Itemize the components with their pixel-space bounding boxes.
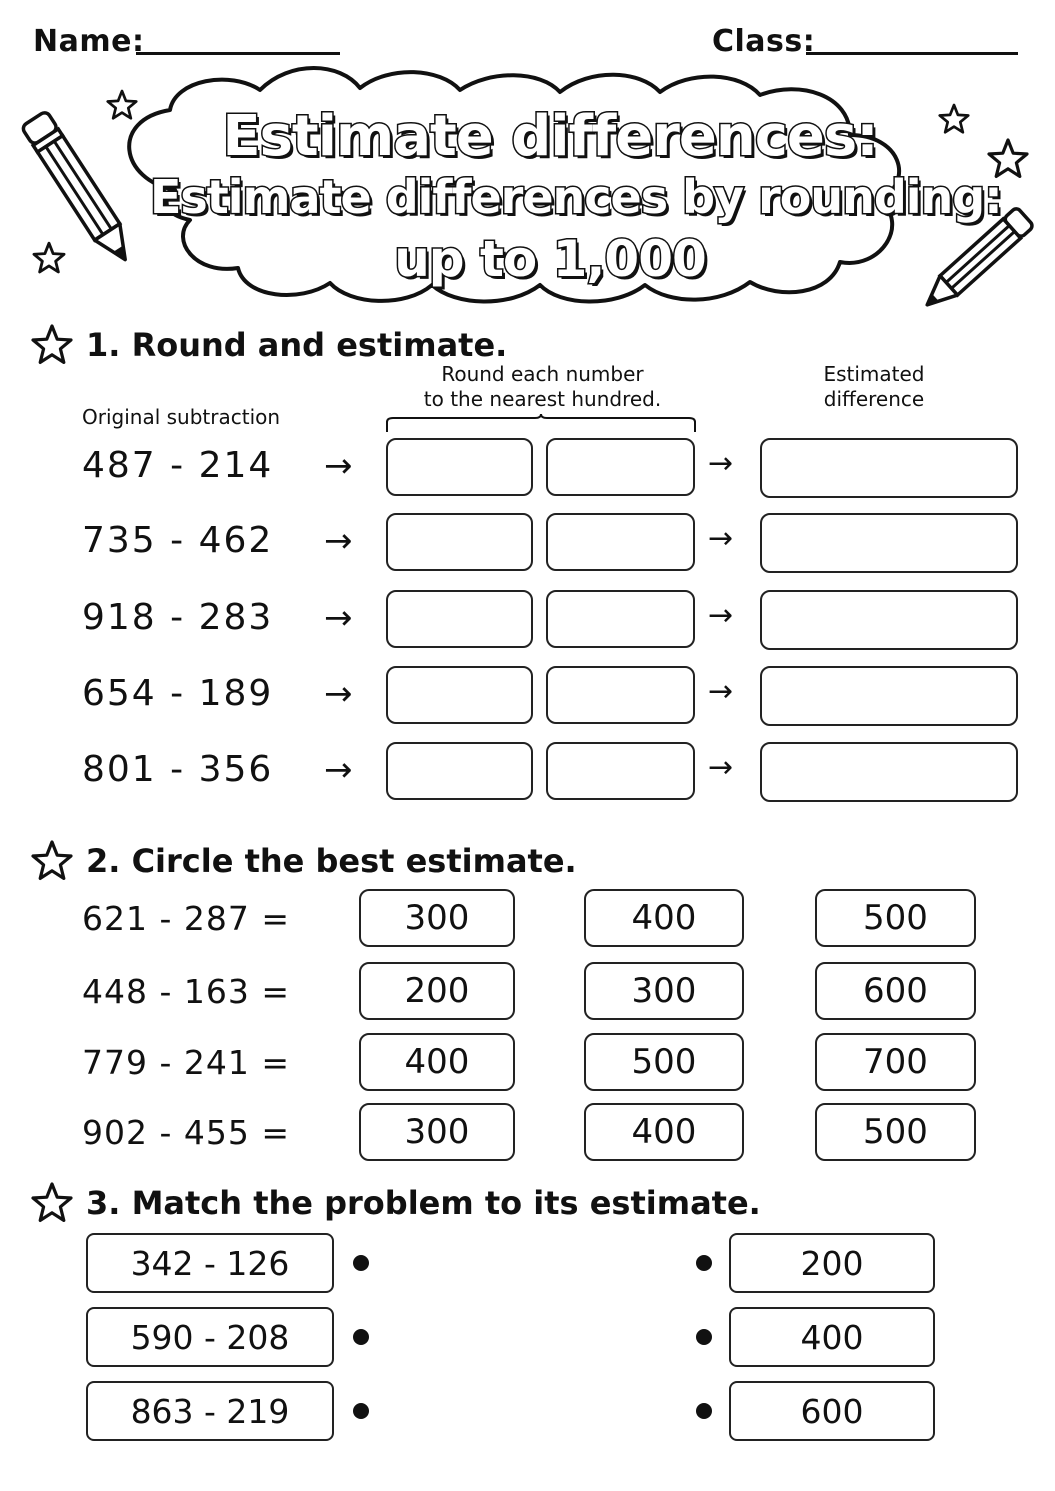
section1-heading: 1. Round and estimate. [86, 326, 508, 364]
star-icon [28, 1180, 76, 1228]
estimate-choice[interactable]: 300 [584, 962, 744, 1020]
title-line-1: Estimate differences: [222, 104, 878, 169]
match-dot-left[interactable] [353, 1403, 369, 1419]
estimated-difference-input[interactable] [760, 590, 1018, 650]
match-dot-left[interactable] [353, 1255, 369, 1271]
estimate-choice[interactable]: 400 [584, 1103, 744, 1161]
original-problem: 801 - 356 [82, 749, 274, 790]
estimate-problem: 448 - 163 = [82, 972, 291, 1011]
section3-heading: 3. Match the problem to its estimate. [86, 1184, 761, 1222]
estimate-choice[interactable]: 400 [359, 1033, 515, 1091]
section2-heading: 2. Circle the best estimate. [86, 842, 577, 880]
estimate-choice[interactable]: 700 [815, 1033, 976, 1091]
arrow-icon: → [324, 521, 353, 561]
original-problem: 735 - 462 [82, 520, 274, 561]
col-round-label: Round each number to the nearest hundred. [423, 362, 662, 411]
estimated-difference-input[interactable] [760, 513, 1018, 573]
rounded-first-input[interactable] [386, 513, 533, 571]
match-estimate[interactable]: 600 [729, 1381, 935, 1441]
rounded-second-input[interactable] [546, 742, 695, 800]
star-icon [104, 88, 140, 124]
original-problem: 654 - 189 [82, 673, 274, 714]
rounded-second-input[interactable] [546, 438, 695, 496]
estimate-choice[interactable]: 500 [584, 1033, 744, 1091]
match-dot-right[interactable] [696, 1255, 712, 1271]
arrow-icon: → [708, 521, 734, 556]
arrow-icon: → [324, 750, 353, 790]
arrow-icon: → [324, 446, 353, 486]
estimate-choice[interactable]: 500 [815, 889, 976, 947]
star-icon [984, 136, 1032, 184]
rounded-second-input[interactable] [546, 513, 695, 571]
estimate-choice[interactable]: 200 [359, 962, 515, 1020]
rounded-first-input[interactable] [386, 666, 533, 724]
arrow-icon: → [324, 674, 353, 714]
star-icon [28, 322, 76, 370]
rounded-second-input[interactable] [546, 666, 695, 724]
estimated-difference-input[interactable] [760, 742, 1018, 802]
star-icon [28, 838, 76, 886]
star-icon [936, 102, 972, 138]
pencil-icon [912, 205, 1042, 315]
original-problem: 487 - 214 [82, 445, 274, 486]
original-problem: 918 - 283 [82, 597, 274, 638]
estimated-difference-input[interactable] [760, 666, 1018, 726]
match-dot-left[interactable] [353, 1329, 369, 1345]
estimate-problem: 621 - 287 = [82, 899, 291, 938]
arrow-icon: → [708, 598, 734, 633]
arrow-icon: → [708, 674, 734, 709]
estimate-choice[interactable]: 300 [359, 889, 515, 947]
col-original-label: Original subtraction [82, 405, 281, 429]
col-estimate-label: Estimated difference [823, 362, 925, 411]
title-line-3: up to 1,000 [394, 230, 706, 288]
arrow-icon: → [324, 598, 353, 638]
match-problem[interactable]: 590 - 208 [86, 1307, 334, 1367]
estimate-choice[interactable]: 500 [815, 1103, 976, 1161]
estimate-problem: 902 - 455 = [82, 1113, 291, 1152]
bracket [385, 414, 697, 434]
match-dot-right[interactable] [696, 1329, 712, 1345]
estimate-choice[interactable]: 600 [815, 962, 976, 1020]
rounded-first-input[interactable] [386, 438, 533, 496]
name-label: Name: [33, 24, 145, 59]
estimate-choice[interactable]: 400 [584, 889, 744, 947]
class-label: Class: [712, 24, 816, 59]
arrow-icon: → [708, 750, 734, 785]
match-problem[interactable]: 863 - 219 [86, 1381, 334, 1441]
estimated-difference-input[interactable] [760, 438, 1018, 498]
match-estimate[interactable]: 400 [729, 1307, 935, 1367]
match-problem[interactable]: 342 - 126 [86, 1233, 334, 1293]
title-line-2: Estimate differences by rounding: [150, 170, 1002, 224]
estimate-choice[interactable]: 300 [359, 1103, 515, 1161]
star-icon [30, 240, 68, 278]
estimate-problem: 779 - 241 = [82, 1043, 291, 1082]
match-estimate[interactable]: 200 [729, 1233, 935, 1293]
arrow-icon: → [708, 446, 734, 481]
rounded-first-input[interactable] [386, 590, 533, 648]
rounded-second-input[interactable] [546, 590, 695, 648]
rounded-first-input[interactable] [386, 742, 533, 800]
match-dot-right[interactable] [696, 1403, 712, 1419]
